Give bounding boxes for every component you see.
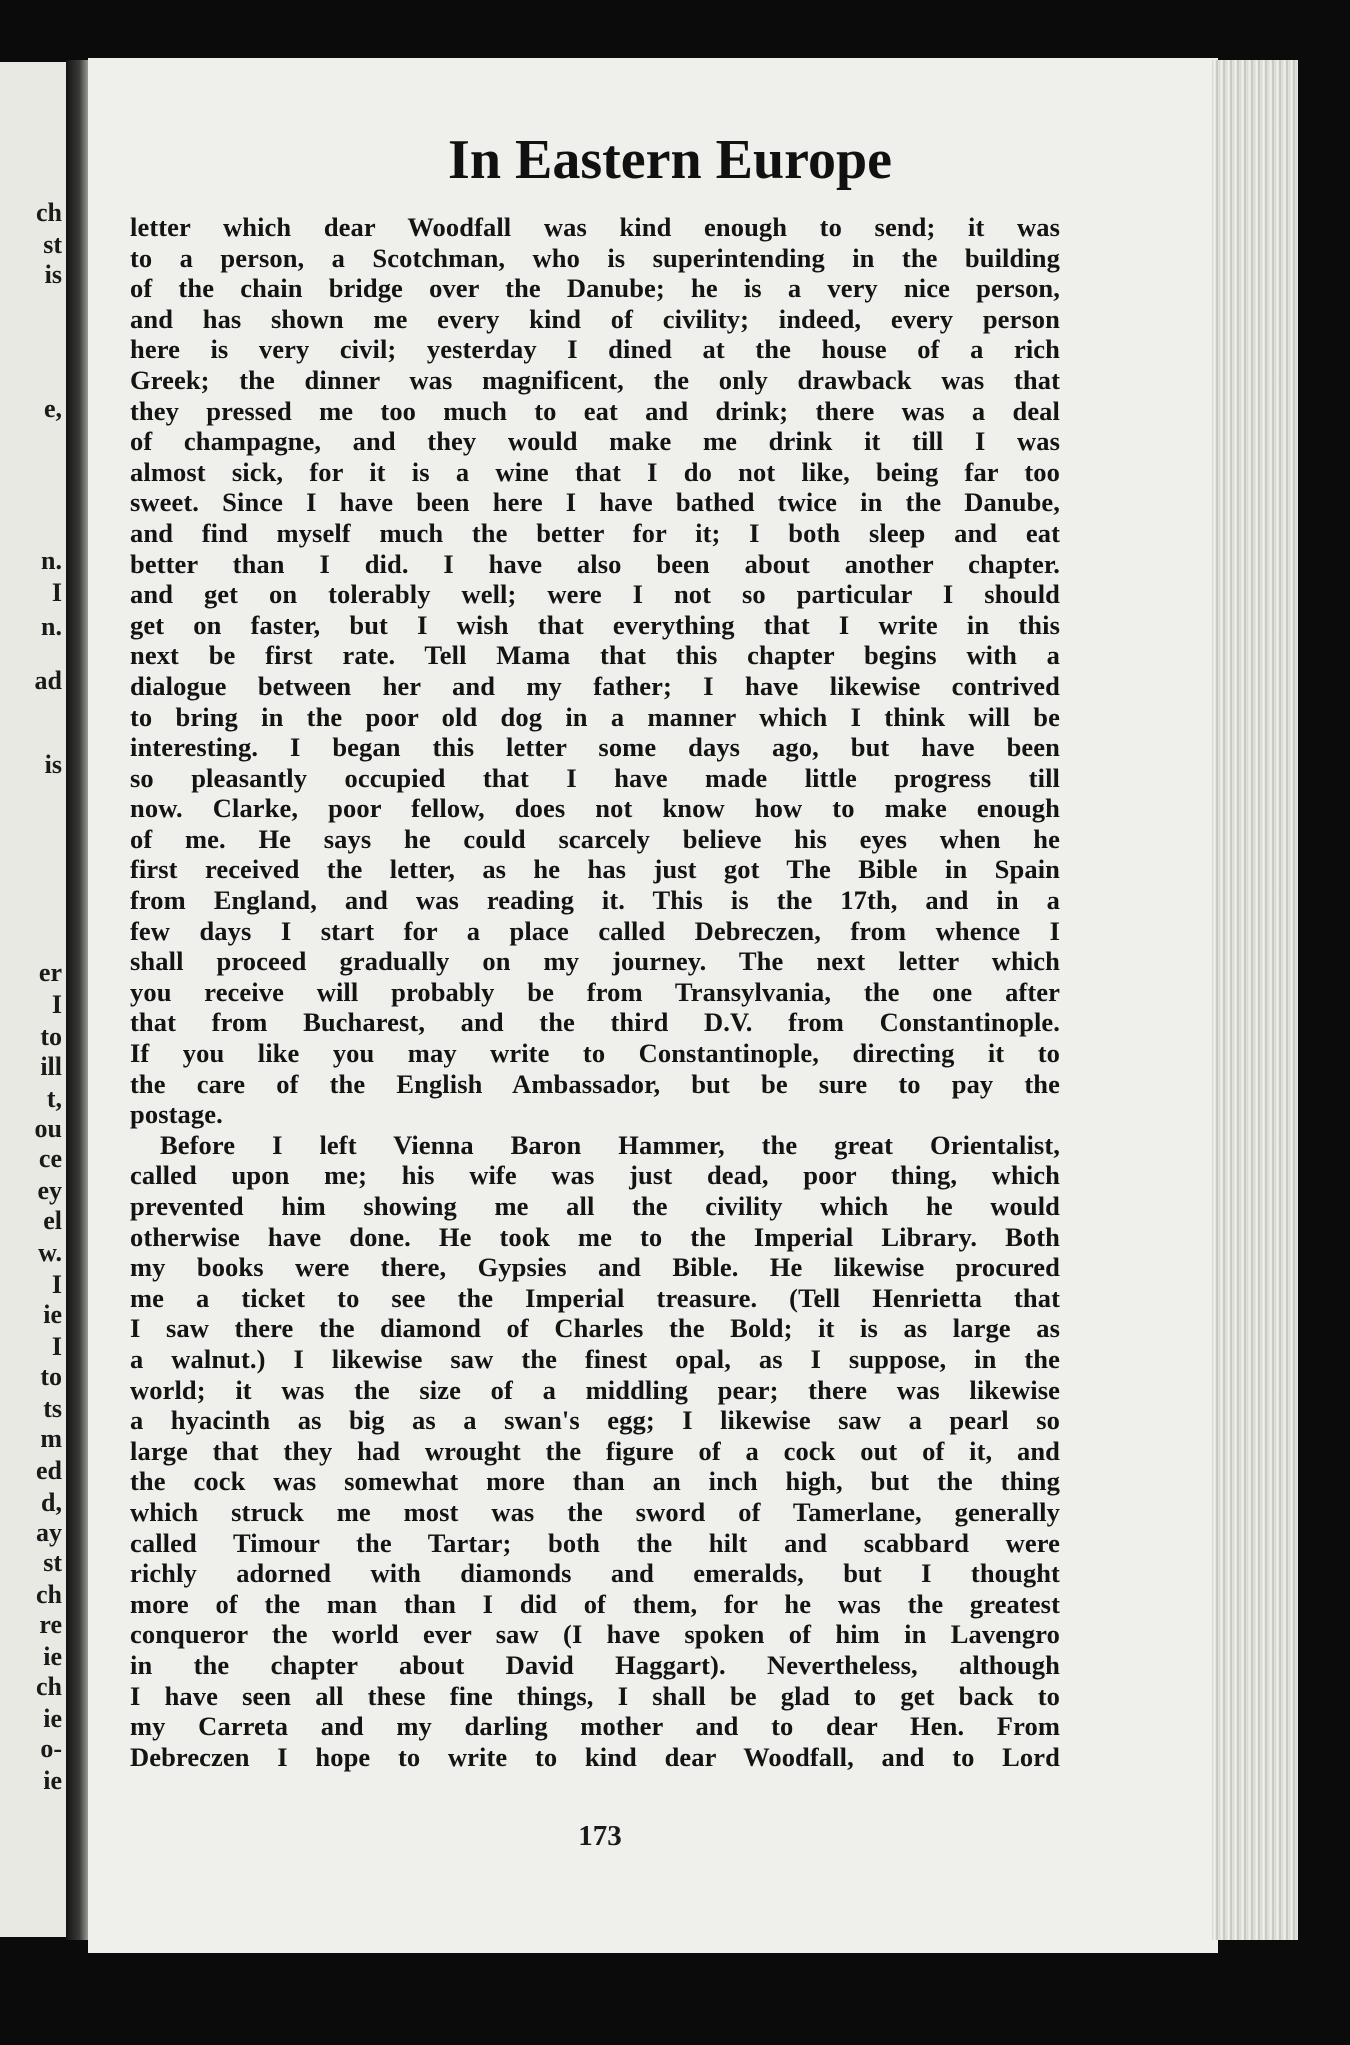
text-line: richly adorned with diamonds and emeralds, but I thought	[130, 1558, 1060, 1589]
text-line: the cock was somewhat more than an inch high, but the thing	[130, 1466, 1060, 1497]
text-line: my books were there, Gypsies and Bible. He likewise procured	[130, 1252, 1060, 1283]
text-line: letter which dear Woodfall was kind enough to send; it was	[130, 212, 1060, 242]
facing-page-text-fragment: e,	[43, 394, 62, 423]
text-line: a hyacinth as big as a swan's egg; I likewise saw a pearl so	[130, 1405, 1060, 1436]
text-line: of the chain bridge over the Danube; he is a very nice person,	[130, 273, 1060, 304]
facing-page-text-fragment: er	[38, 958, 62, 987]
text-line: you receive will probably be from Transylvania, the one after	[130, 976, 1060, 1007]
page-body	[130, 212, 1060, 1772]
facing-page-text-fragment: st	[43, 1548, 62, 1577]
text-line: which struck me most was the sword of Tamerlane, generally	[130, 1496, 1060, 1527]
text-line: conqueror the world ever saw (I have spoken of him in Lavengro	[130, 1619, 1060, 1650]
facing-page-text-fragment: I	[51, 578, 62, 607]
text-line: me a ticket to see the Imperial treasure. (Tell Henrietta that	[130, 1282, 1060, 1313]
facing-page-text-fragment: I	[51, 1332, 62, 1361]
facing-page-text-fragment: ill	[40, 1052, 62, 1081]
text-line: postage.	[130, 1099, 223, 1130]
facing-page-text-fragment: ed	[36, 1456, 62, 1485]
facing-page-text-fragment: ie	[43, 1300, 62, 1329]
text-line: a walnut.) I likewise saw the finest opal, as I suppose, in the	[130, 1343, 1060, 1374]
facing-page-text-fragment: ch	[36, 198, 62, 227]
text-line: prevented him showing me all the civility which he would	[130, 1191, 1060, 1221]
text-line: and get on tolerably well; were I not so particular I should	[130, 579, 1060, 610]
text-line: first received the letter, as he has just got The Bible in Spain	[130, 854, 1060, 885]
text-line: here is very civil; yesterday I dined at the house of a rich	[130, 334, 1060, 365]
text-line: otherwise have done. He took me to the Imperial Library. Both	[130, 1221, 1060, 1252]
text-line: of me. He says he could scarcely believe his eyes when he	[130, 823, 1060, 854]
text-line: to a person, a Scotchman, who is superintending in the building	[130, 242, 1060, 273]
text-line: more of the man than I did of them, for he was the greatest	[130, 1588, 1060, 1619]
facing-page-text-fragment: ey	[37, 1176, 62, 1205]
text-line: dialogue between her and my father; I have likewise contrived	[130, 670, 1060, 701]
facing-page-text-fragment: ce	[38, 1144, 62, 1173]
text-line: If you like you may write to Constantinople, directing it to	[130, 1038, 1060, 1069]
facing-page-text-fragment: is	[44, 260, 62, 289]
facing-page-text-fragment: to	[40, 1362, 62, 1391]
facing-page-text-fragment: o-	[40, 1734, 62, 1763]
text-line: get on faster, but I wish that everything that I write in this	[130, 609, 1060, 640]
text-line: almost sick, for it is a wine that I do not like, being far too	[130, 456, 1060, 487]
text-line: they pressed me too much to eat and drink; there was a deal	[130, 395, 1060, 426]
facing-page-text-fragment: I	[51, 1270, 62, 1299]
facing-page-text-fragment: to	[40, 1022, 62, 1051]
page-number: 173	[578, 1820, 622, 1852]
text-line: I saw there the diamond of Charles the Bold; it is as large as	[130, 1313, 1060, 1344]
facing-page-text-fragment: ad	[34, 666, 62, 695]
facing-page-text-fragment: n.	[41, 612, 62, 641]
text-line: in the chapter about David Haggart). Nevertheless, although	[130, 1649, 1060, 1680]
text-line: Greek; the dinner was magnificent, the only drawback was that	[130, 364, 1060, 395]
facing-page-text-fragment: re	[39, 1610, 62, 1639]
facing-page-text-fragment: n.	[41, 546, 62, 575]
text-line: I have seen all these fine things, I shall be glad to get back to	[130, 1680, 1060, 1711]
facing-page-text-fragment: ie	[43, 1704, 62, 1733]
text-line: Before I left Vienna Baron Hammer, the great Orientalist,	[160, 1129, 1060, 1160]
text-line: and find myself much the better for it; I both sleep and eat	[130, 517, 1060, 548]
text-line: interesting. I began this letter some days ago, but have been	[130, 732, 1060, 763]
text-line: sweet. Since I have been here I have bathed twice in the Danube,	[130, 487, 1060, 518]
facing-page-text-fragment: t,	[46, 1084, 62, 1113]
text-line: large that they had wrought the figure of a cock out of it, and	[130, 1435, 1060, 1466]
text-line: called Timour the Tartar; both the hilt and scabbard were	[130, 1527, 1060, 1558]
text-line: better than I did. I have also been about another chapter.	[130, 548, 1060, 579]
text-line: from England, and was reading it. This is the 17th, and in a	[130, 885, 1060, 916]
facing-page-text-fragment: w.	[38, 1238, 62, 1267]
facing-page-text-fragment: d,	[41, 1488, 62, 1517]
facing-page-text-fragment: is	[44, 750, 62, 779]
facing-page-text-fragment: ch	[36, 1672, 62, 1701]
text-line: world; it was the size of a middling pear; there was likewise	[130, 1374, 1060, 1405]
facing-page-text-fragment: ch	[36, 1580, 62, 1609]
text-line: few days I start for a place called Debreczen, from whence I	[130, 915, 1060, 946]
text-line: my Carreta and my darling mother and to dear Hen. From	[130, 1711, 1060, 1742]
text-line: Debreczen I hope to write to kind dear Woodfall, and to Lord	[130, 1741, 1060, 1772]
text-line: the care of the English Ambassador, but be sure to pay the	[130, 1068, 1060, 1099]
facing-page-text-fragment: I	[51, 990, 62, 1019]
text-line: now. Clarke, poor fellow, does not know how to make enough	[130, 793, 1060, 824]
text-line: to bring in the poor old dog in a manner which I think will be	[130, 701, 1060, 732]
running-header: In Eastern Europe	[448, 129, 892, 191]
facing-page-text-fragment: m	[40, 1424, 62, 1453]
text-line: so pleasantly occupied that I have made little progress till	[130, 762, 1060, 793]
facing-page-text-fragment: ts	[43, 1394, 62, 1423]
text-line: next be first rate. Tell Mama that this chapter begins with a	[130, 640, 1060, 671]
facing-page-text-fragment: ou	[34, 1114, 62, 1143]
text-line: called upon me; his wife was just dead, poor thing, which	[130, 1160, 1060, 1191]
text-line: of champagne, and they would make me drink it till I was	[130, 426, 1060, 457]
facing-page-text-fragment: ay	[36, 1518, 62, 1547]
facing-page-text-fragment: ie	[43, 1642, 62, 1671]
text-line: shall proceed gradually on my journey. The next letter which	[130, 946, 1060, 977]
facing-page-text-fragment: el	[43, 1206, 62, 1235]
text-line: that from Bucharest, and the third D.V. from Constantinople.	[130, 1007, 1060, 1038]
facing-page-edge	[0, 62, 66, 1937]
facing-page-text-fragment: ie	[43, 1766, 62, 1795]
book-gutter	[66, 60, 88, 1940]
text-line: and has shown me every kind of civility; indeed, every person	[130, 303, 1060, 334]
page-stack-edge	[1212, 60, 1298, 1940]
facing-page-text-fragment: st	[43, 230, 62, 259]
